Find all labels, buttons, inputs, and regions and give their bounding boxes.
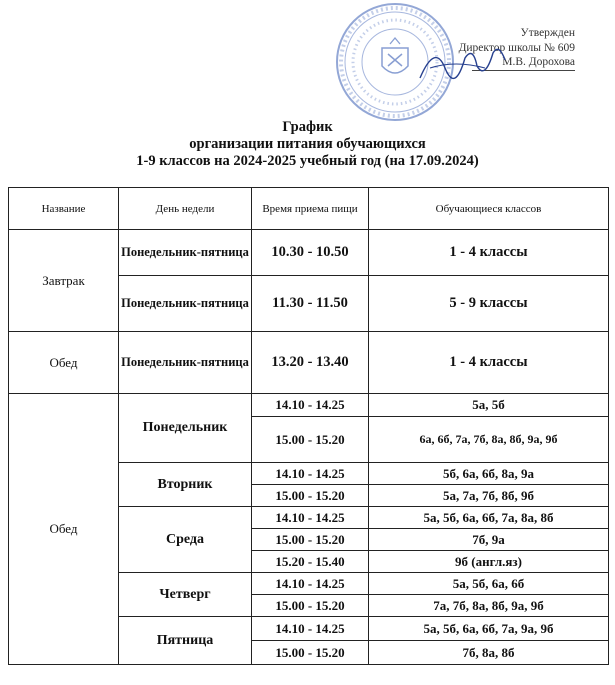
classes-cell: 7б, 8а, 8б	[369, 641, 609, 665]
approval-line-approved: Утвержден	[520, 27, 575, 39]
time-cell: 15.00 - 15.20	[252, 485, 369, 507]
time-cell: 15.00 - 15.20	[252, 595, 369, 617]
header-day: День недели	[119, 188, 252, 230]
day-cell: Четверг	[119, 573, 252, 617]
classes-cell: 9б (англ.яз)	[369, 551, 609, 573]
day-cell: Понедельник	[119, 394, 252, 463]
classes-cell: 6а, 6б, 7а, 7б, 8а, 8б, 9а, 9б	[369, 417, 609, 463]
classes-cell: 5б, 6а, 6б, 8а, 9а	[369, 463, 609, 485]
document-title	[0, 119, 615, 170]
time-cell: 14.10 - 14.25	[252, 394, 369, 417]
time-cell: 14.10 - 14.25	[252, 617, 369, 641]
time-cell: 14.10 - 14.25	[252, 463, 369, 485]
header-classes: Обучающиеся классов	[369, 188, 609, 230]
classes-cell: 1 - 4 классы	[369, 332, 609, 394]
time-cell: 15.00 - 15.20	[252, 641, 369, 665]
day-cell: Понедельник-пятница	[119, 276, 252, 332]
classes-cell: 5а, 7а, 7б, 8б, 9б	[369, 485, 609, 507]
day-cell: Понедельник-пятница	[119, 332, 252, 394]
title-line-1: График	[282, 119, 333, 135]
time-cell: 13.20 - 13.40	[252, 332, 369, 394]
classes-cell: 5а, 5б, 6а, 6б	[369, 573, 609, 595]
meal-name-breakfast: Завтрак	[9, 230, 119, 332]
day-cell: Вторник	[119, 463, 252, 507]
day-cell: Понедельник-пятница	[119, 230, 252, 276]
table-row	[9, 230, 609, 276]
time-cell: 15.00 - 15.20	[252, 417, 369, 463]
title-line-2: организации питания обучающихся	[189, 136, 426, 152]
title-line-3: 1-9 классов на 2024-2025 учебный год (на 17.09.2024)	[136, 153, 479, 169]
day-cell: Пятница	[119, 617, 252, 665]
classes-cell: 5 - 9 классы	[369, 276, 609, 332]
time-cell: 10.30 - 10.50	[252, 230, 369, 276]
time-cell: 11.30 - 11.50	[252, 276, 369, 332]
classes-cell: 7б, 9а	[369, 529, 609, 551]
director-name: М.В. Дорохова	[472, 55, 575, 71]
director-signature	[415, 38, 510, 88]
header-time: Время приема пищи	[252, 188, 369, 230]
classes-cell: 5а, 5б	[369, 394, 609, 417]
time-cell: 15.20 - 15.40	[252, 551, 369, 573]
time-cell: 15.00 - 15.20	[252, 529, 369, 551]
table-row	[9, 332, 609, 394]
time-cell: 14.10 - 14.25	[252, 573, 369, 595]
day-cell: Среда	[119, 507, 252, 573]
meal-name-lunch-grades-5-9: Обед	[9, 394, 119, 665]
classes-cell: 1 - 4 классы	[369, 230, 609, 276]
time-cell: 14.10 - 14.25	[252, 507, 369, 529]
classes-cell: 7а, 7б, 8а, 8б, 9а, 9б	[369, 595, 609, 617]
classes-cell: 5а, 5б, 6а, 6б, 7а, 9а, 9б	[369, 617, 609, 641]
table-header-row	[9, 188, 609, 230]
table-row	[9, 394, 609, 417]
header-name: Название	[9, 188, 119, 230]
meal-schedule-table	[8, 187, 609, 665]
meal-name-lunch: Обед	[9, 332, 119, 394]
approval-line-director: Директор школы № 609	[458, 41, 575, 54]
classes-cell: 5а, 5б, 6а, 6б, 7а, 8а, 8б	[369, 507, 609, 529]
